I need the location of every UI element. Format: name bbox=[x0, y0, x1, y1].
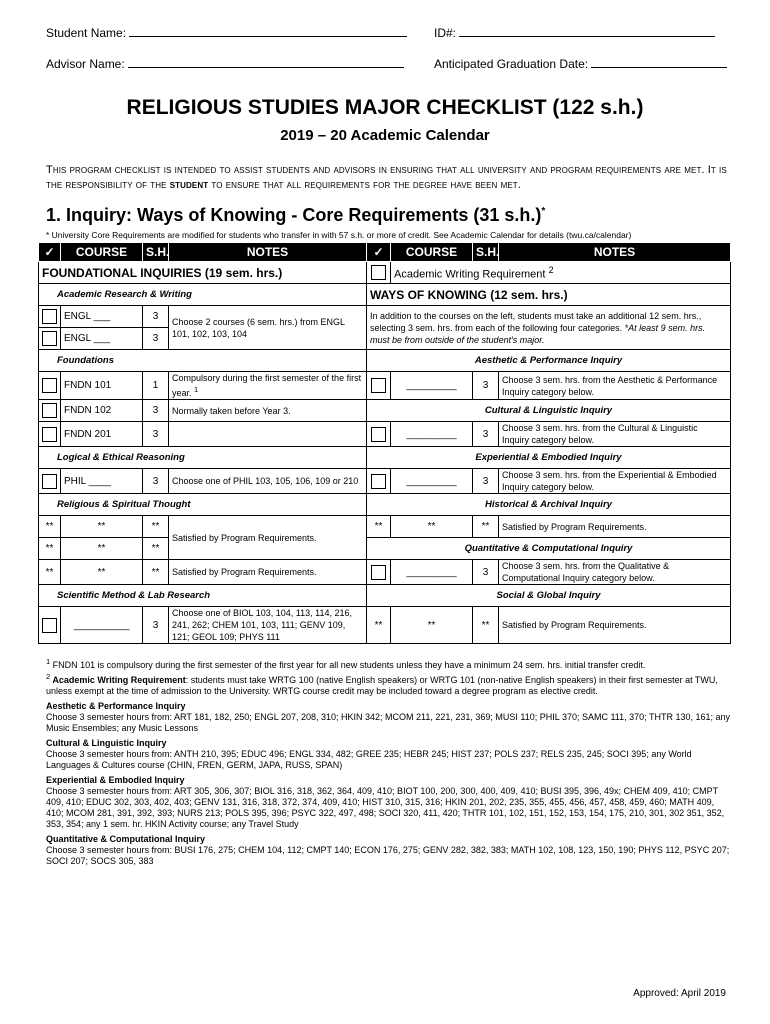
table-row bbox=[39, 494, 731, 516]
table-row bbox=[39, 538, 731, 560]
fndn101-course: FNDN 101 bbox=[61, 372, 143, 400]
table-row bbox=[39, 469, 731, 494]
stars-cell: ** bbox=[61, 560, 143, 585]
experiential-sh: 3 bbox=[473, 469, 499, 494]
id-label: ID#: bbox=[434, 26, 457, 40]
id-field[interactable] bbox=[434, 26, 715, 40]
footnote-1-sup: 1 bbox=[46, 657, 51, 666]
logical-heading: Logical & Ethical Reasoning bbox=[39, 447, 367, 469]
fndn102-sh: 3 bbox=[143, 400, 169, 422]
footnote-1-text: FNDN 101 is compulsory during the first semester of the first year for all new students unless they have a minimum 24 sem. hrs. initial transfer credit. bbox=[50, 660, 646, 670]
sh-header: S.H. bbox=[143, 243, 169, 262]
footnote-2-bold: Academic Writing Requirement bbox=[50, 675, 186, 685]
stars-cell: ** bbox=[143, 560, 169, 585]
list-text: Choose 3 semester hours from: BUSI 176, 275; CHEM 104, 112; CMPT 140; ECON 176, 275; GENV 282, 382, 383; MATH 102, 108, 123, 150, 190; PHYS 112, PSYC 207; SOCI 207; SOCS 305, 383 bbox=[46, 845, 730, 866]
list-heading: Experiential & Embodied Inquiry bbox=[46, 775, 185, 785]
awr-cell bbox=[391, 262, 731, 284]
engl-note: Choose 2 courses (6 sem. hrs.) from ENGL 101, 102, 103, 104 bbox=[169, 306, 367, 350]
sh-header: S.H. bbox=[473, 243, 499, 262]
stars-cell: ** bbox=[39, 538, 61, 560]
footnotes bbox=[46, 656, 730, 697]
list-heading: Cultural & Linguistic Inquiry bbox=[46, 738, 167, 748]
aesthetic-heading: Aesthetic & Performance Inquiry bbox=[367, 350, 731, 372]
student-name-field[interactable] bbox=[46, 26, 407, 40]
stars-cell: ** bbox=[473, 516, 499, 538]
notes-header: NOTES bbox=[169, 243, 367, 262]
category-lists bbox=[46, 697, 734, 867]
notes-header: NOTES bbox=[499, 243, 731, 262]
fndn201-note bbox=[169, 422, 367, 447]
cultural-sh: 3 bbox=[473, 422, 499, 447]
stars-cell: ** bbox=[39, 560, 61, 585]
check-header: ✓ bbox=[367, 243, 391, 262]
list-text: Choose 3 semester hours from: ART 181, 182, 250; ENGL 207, 208, 310; HKIN 342; MCOM 211, 221, 231, 369; MUSI 110; PHIL 370; SAMC 111, 370; THTR 130, 161; any Music Ensembles; any Music Lessons bbox=[46, 712, 731, 733]
historical-satisfied-note: Satisfied by Program Requirements. bbox=[499, 516, 731, 538]
experiential-note: Choose 3 sem. hrs. from the Experiential & Embodied Inquiry category below. bbox=[499, 469, 731, 494]
checklist-table bbox=[38, 242, 731, 644]
list-text: Choose 3 semester hours from: ANTH 210, 395; EDUC 496; ENGL 334, 482; GREE 235; HEBR 245; HIST 237; POLS 237; RELS 235, 245; SOCI 395; any World Languages & Cultures course (CHIN, FREN, GERM, JAPA, RUSS, SPAN) bbox=[46, 749, 692, 770]
table-row bbox=[39, 306, 731, 328]
approved-date: Approved: April 2019 bbox=[633, 988, 726, 999]
engl2-sh: 3 bbox=[143, 328, 169, 350]
phil-sh: 3 bbox=[143, 469, 169, 494]
section-note: * University Core Requirements are modified for students who transfer in with 57 s.h. or more of credit. See Academic Calendar for details (twu.ca/calendar) bbox=[46, 230, 632, 240]
stars-cell: ** bbox=[143, 516, 169, 538]
foundational-heading: FOUNDATIONAL INQUIRIES (19 sem. hrs.) bbox=[39, 262, 367, 284]
page-title: RELIGIOUS STUDIES MAJOR CHECKLIST (122 s.h.) bbox=[126, 96, 644, 119]
experiential-heading: Experiential & Embodied Inquiry bbox=[367, 447, 731, 469]
fndn201-course: FNDN 201 bbox=[61, 422, 143, 447]
list-heading: Quantitative & Computational Inquiry bbox=[46, 834, 206, 844]
engl1-sh: 3 bbox=[143, 306, 169, 328]
science-checkbox[interactable] bbox=[42, 618, 57, 633]
fndn101-sup: 1 bbox=[194, 385, 199, 394]
section-sup: * bbox=[541, 206, 546, 217]
experiential-checkbox[interactable] bbox=[371, 474, 386, 489]
fndn101-sh: 1 bbox=[143, 372, 169, 400]
stars-cell: ** bbox=[391, 607, 473, 644]
intro-part-c: to ensure that all requirements for the degree have been met. bbox=[208, 179, 521, 191]
stars-cell: ** bbox=[61, 538, 143, 560]
list-text: Choose 3 semester hours from: ART 305, 306, 307; BIOL 316, 318, 362, 364, 409, 410; BIOT 100, 200, 300, 400, 409, 410; BUSI 395, 396, 49x; CHEM 409, 410; CMPT 409, 410; EDUC 302, 303, 402, 403; GENV 131, 316, 318, 372, 374, 409, 410; HIST 310, 315, 316; HKIN 201, 202, 235, 355, 455, 456, 457, 458, 459, 460; MATH 409, 410; MCOM 281, 391, 392, 393; NURS 213; POLS 395, 396; PSYC 322, 497, 498; SOCI 320, 411, 420; THTR 101, 102, 151, 152, 153, 154, 175, 210, 301, 302 351, 352, 353, 354; any 1 sem. hr. HKIN Activity course; any Travel Study bbox=[46, 786, 725, 829]
table-row bbox=[39, 560, 731, 585]
table-row bbox=[39, 372, 731, 400]
student-name-line[interactable] bbox=[129, 36, 407, 37]
aesthetic-note: Choose 3 sem. hrs. from the Aesthetic & Performance Inquiry category below. bbox=[499, 372, 731, 400]
engl1-course[interactable]: ENGL ___ bbox=[61, 306, 143, 328]
table-row bbox=[39, 262, 731, 284]
stars-cell: ** bbox=[391, 516, 473, 538]
fndn102-course: FNDN 102 bbox=[61, 400, 143, 422]
table-row bbox=[39, 607, 731, 644]
quant-sh: 3 bbox=[473, 560, 499, 585]
religious-satisfied-note: Satisfied by Program Requirements. bbox=[169, 516, 367, 560]
phil-note: Choose one of PHIL 103, 105, 106, 109 or 210 bbox=[169, 469, 367, 494]
fndn201-checkbox[interactable] bbox=[42, 427, 57, 442]
engl1-checkbox[interactable] bbox=[42, 309, 57, 324]
stars-cell: ** bbox=[143, 538, 169, 560]
table-row bbox=[39, 284, 731, 306]
cultural-checkbox[interactable] bbox=[371, 427, 386, 442]
cultural-heading: Cultural & Linguistic Inquiry bbox=[367, 400, 731, 422]
graduation-line[interactable] bbox=[591, 67, 727, 68]
fndn201-sh: 3 bbox=[143, 422, 169, 447]
footnote-2-text: : students must take WRTG 100 (native English speakers) or WRTG 101 (non-native English speakers) in their first semester at TWU, unless exempt at the time of admission to the University. WRTG course credit may be included toward a degree program as elective credit. bbox=[46, 675, 718, 696]
section-title: 1. Inquiry: Ways of Knowing - Core Requirements (31 s.h.) bbox=[46, 205, 542, 225]
footnote-1 bbox=[46, 656, 730, 671]
stars-cell: ** bbox=[39, 516, 61, 538]
section-heading bbox=[46, 205, 545, 226]
fndn102-note: Normally taken before Year 3. bbox=[169, 400, 367, 422]
quant-checkbox[interactable] bbox=[371, 565, 386, 580]
phil-course[interactable]: PHIL ____ bbox=[61, 469, 143, 494]
table-row bbox=[39, 350, 731, 372]
table-row bbox=[39, 447, 731, 469]
historical-heading: Historical & Archival Inquiry bbox=[367, 494, 731, 516]
science-note: Choose one of BIOL 103, 104, 113, 114, 216, 241, 262; CHEM 101, 103, 111; GENV 109, 121; GEOL 109; PHYS 111 bbox=[169, 607, 367, 644]
fndn101-checkbox[interactable] bbox=[42, 378, 57, 393]
footnote-2 bbox=[46, 671, 730, 697]
page-subtitle: 2019 – 20 Academic Calendar bbox=[280, 127, 490, 144]
fndn101-note-cell bbox=[169, 372, 367, 400]
table-row bbox=[39, 422, 731, 447]
check-header: ✓ bbox=[39, 243, 61, 262]
science-sh: 3 bbox=[143, 607, 169, 644]
table-header-row bbox=[39, 243, 731, 262]
awr-checkbox[interactable] bbox=[371, 265, 386, 280]
awr-sup: 2 bbox=[548, 264, 554, 275]
social-heading: Social & Global Inquiry bbox=[367, 585, 731, 607]
id-line[interactable] bbox=[459, 36, 715, 37]
religious-heading: Religious & Spiritual Thought bbox=[39, 494, 367, 516]
student-name-label: Student Name: bbox=[46, 26, 127, 40]
religious-satisfied-note-2: Satisfied by Program Requirements. bbox=[169, 560, 367, 585]
experiential-course[interactable]: _________ bbox=[391, 469, 473, 494]
aesthetic-sh: 3 bbox=[473, 372, 499, 400]
fndn102-checkbox[interactable] bbox=[42, 403, 57, 418]
fndn101-note: Compulsory during the first semester of the first year. bbox=[172, 373, 362, 398]
engl2-course[interactable]: ENGL ___ bbox=[61, 328, 143, 350]
science-course[interactable]: __________ bbox=[61, 607, 143, 644]
wok-note-italic: *At least 9 sem. hrs. must be from outside of the student's major. bbox=[370, 322, 706, 345]
graduation-date-field[interactable] bbox=[434, 57, 727, 71]
intro-part-b: student bbox=[169, 179, 209, 191]
quant-note: Choose 3 sem. hrs. from the Qualitative & Computational Inquiry category below. bbox=[499, 560, 731, 585]
wok-note-cell bbox=[367, 306, 731, 350]
table-row bbox=[39, 516, 731, 538]
scientific-heading: Scientific Method & Lab Research bbox=[39, 585, 367, 607]
table-row bbox=[39, 400, 731, 422]
table-row bbox=[39, 585, 731, 607]
cultural-note: Choose 3 sem. hrs. from the Cultural & Linguistic Inquiry category below. bbox=[499, 422, 731, 447]
phil-checkbox[interactable] bbox=[42, 474, 57, 489]
social-satisfied-note: Satisfied by Program Requirements. bbox=[499, 607, 731, 644]
aesthetic-course[interactable]: _________ bbox=[391, 372, 473, 400]
intro-part-a: This program checklist is intended to assist students and advisors in ensuring that all university and program requirements are met. It is the responsibility of the bbox=[46, 164, 727, 191]
advisor-name-field[interactable] bbox=[46, 57, 404, 71]
stars-cell: ** bbox=[61, 516, 143, 538]
intro-text bbox=[46, 163, 736, 193]
quant-course[interactable]: _________ bbox=[391, 560, 473, 585]
advisor-label: Advisor Name: bbox=[46, 57, 125, 71]
course-header: COURSE bbox=[391, 243, 473, 262]
footnote-2-sup: 2 bbox=[46, 672, 51, 681]
awr-label: Academic Writing Requirement bbox=[394, 268, 546, 281]
academic-research-heading: Academic Research & Writing bbox=[39, 284, 367, 306]
list-heading: Aesthetic & Performance Inquiry bbox=[46, 701, 186, 711]
course-header: COURSE bbox=[61, 243, 143, 262]
foundations-heading: Foundations bbox=[39, 350, 367, 372]
advisor-line[interactable] bbox=[128, 67, 404, 68]
stars-cell: ** bbox=[367, 516, 391, 538]
quant-heading: Quantitative & Computational Inquiry bbox=[367, 538, 731, 560]
engl2-checkbox[interactable] bbox=[42, 331, 57, 346]
wok-heading: WAYS OF KNOWING (12 sem. hrs.) bbox=[367, 284, 731, 306]
aesthetic-checkbox[interactable] bbox=[371, 378, 386, 393]
wok-note: In addition to the courses on the left, students must take an additional 12 sem. hrs., selecting 3 sem. hrs. from each of the following four categories. bbox=[370, 310, 702, 333]
cultural-course[interactable]: _________ bbox=[391, 422, 473, 447]
stars-cell: ** bbox=[473, 607, 499, 644]
graduation-label: Anticipated Graduation Date: bbox=[434, 57, 589, 71]
stars-cell: ** bbox=[367, 607, 391, 644]
